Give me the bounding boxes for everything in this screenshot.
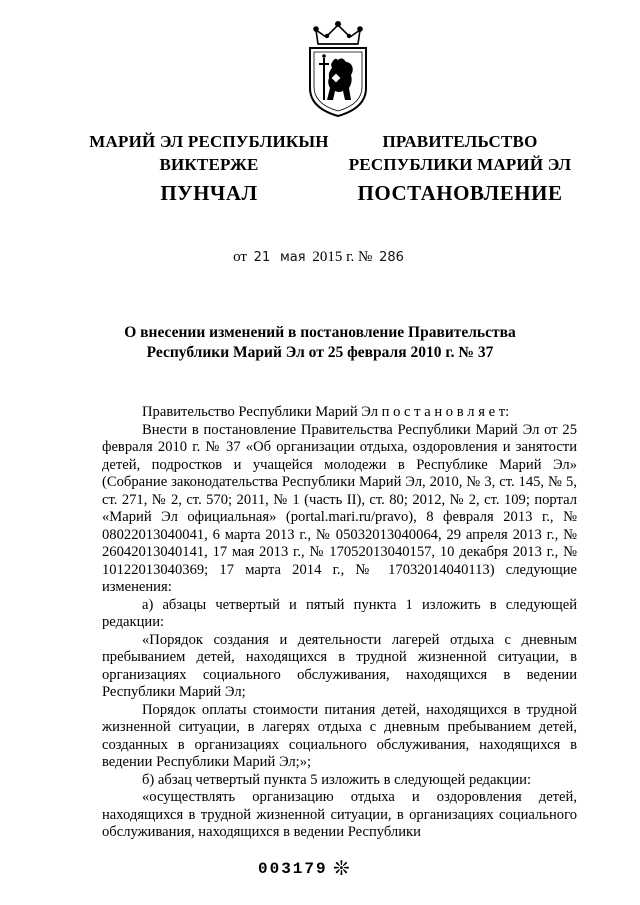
date-number-line xyxy=(0,249,640,266)
header-right-doc-type: ПОСТАНОВЛЕНИЕ xyxy=(357,181,563,205)
date-day: 21 xyxy=(253,250,271,265)
header-left-doc-type: ПУНЧАЛ xyxy=(160,181,258,205)
header-right-line2: РЕСПУБЛИКИ МАРИЙ ЭЛ xyxy=(348,155,572,174)
header-left-line2: ВИКТЕРЖЕ xyxy=(159,155,259,174)
title-line2: Республики Марий Эл от 25 февраля 2010 г. № 37 xyxy=(146,344,494,361)
coat-of-arms-icon xyxy=(302,20,374,118)
body-paragraph-changes: Внести в постановление Правительства Республики Марий Эл от 25 февраля 2010 г. № 37 «Об организации отдыха, оздоровления и занятости детей, подростков и учащейся молодежи в Республике Марий Эл» (Собрание законодательства Республики Марий Эл, 2010, № 3, ст. 145, № 5, ст. 271, № 2, ст. 570; 2011, № 1 (часть II), ст. 80; 2012, № 2, ст. 109; портал «Марий Эл официальная» (portal.mari.ru/pravo), 8 февраля 2013 г., № 08022013040041, 6 марта 2013 г., № 05032013040064, 29 апреля 2013 г., № 26042013040141, 17 мая 2013 г., № 17052013040157, 10 декабря 2013 г., № 10122013040369; 17 марта 2014 г., № 17032014040113) следующие изменения: xyxy=(102,421,577,595)
body-paragraph-item-b: б) абзац четвертый пункта 5 изложить в следующей редакции: xyxy=(142,771,532,788)
body-paragraph-quote-1: «Порядок создания и деятельности лагерей отдыха с дневным пребыванием детей, находящихся в трудной жизненной ситуации, в организациях социального обслуживания, находящихся в ведении Республики Марий Эл; xyxy=(102,631,577,700)
title-line1: О внесении изменений в постановление Правительства xyxy=(124,324,516,341)
header-left-line1: МАРИЙ ЭЛ РЕСПУБЛИКЫН xyxy=(89,132,329,151)
form-serial-number: 003179 xyxy=(258,860,328,878)
body-paragraph-quote-2: Порядок оплаты стоимости питания детей, находящихся в трудной жизненной ситуации, в лагерях отдыха с дневным пребыванием детей, созданных в организациях социального обслуживания, находящихся в ведении Республики Марий Эл;»; xyxy=(102,701,577,770)
date-year: 2015 г. № xyxy=(312,249,373,265)
body-paragraph-quote-3: «осуществлять организацию отдыха и оздоровления детей, находящихся в трудной жизненной ситуации, в организациях социального обслуживания, находящихся в ведении Республики xyxy=(102,789,577,840)
date-month: мая xyxy=(279,250,306,265)
document-title xyxy=(60,323,580,363)
body-paragraph-item-a: а) абзацы четвертый и пятый пункта 1 изложить в следующей редакции: xyxy=(102,596,577,630)
form-mark-icon: ❊ xyxy=(333,856,350,880)
header-right-block xyxy=(340,130,580,205)
body-paragraph-decree: Правительство Республики Марий Эл п о с т а н о в л я е т: xyxy=(142,404,510,420)
document-body xyxy=(102,404,577,842)
header-left-block xyxy=(78,130,340,205)
document-number: 286 xyxy=(379,250,404,265)
header-right-line1: ПРАВИТЕЛЬСТВО xyxy=(382,132,538,151)
date-prefix: от xyxy=(233,249,247,265)
